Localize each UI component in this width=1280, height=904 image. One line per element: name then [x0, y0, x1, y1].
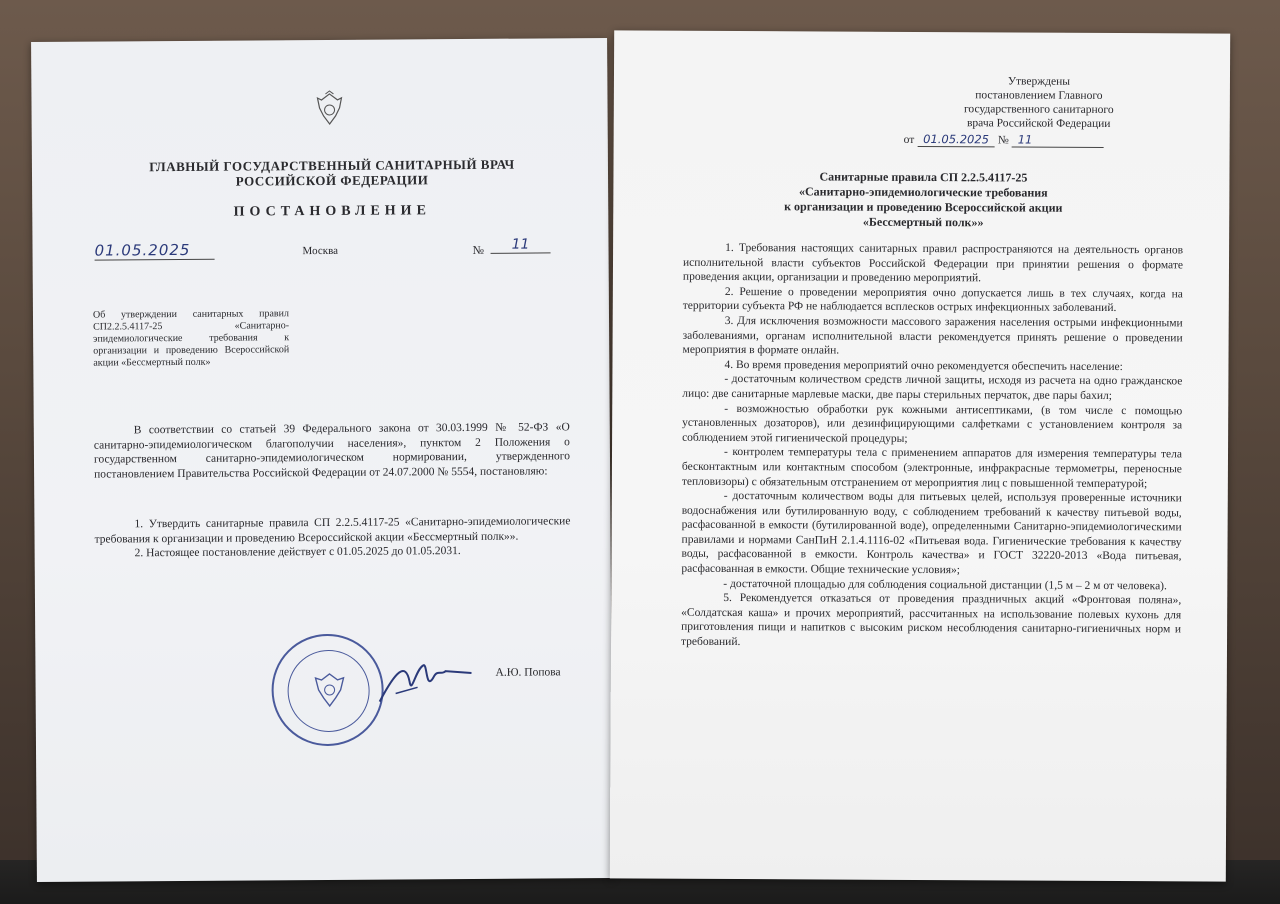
org-title-line-1: ГЛАВНЫЙ ГОСУДАРСТВЕННЫЙ САНИТАРНЫЙ ВРАЧ [149, 156, 515, 175]
approval-line: государственного санитарного [963, 103, 1114, 117]
resolution-subject: Об утверждении санитарных правил СП2.2.5.4117-25 «Санитарно-эпидемиологические требования к организации и проведению Всероссийской акции «Бессмертный полк» [92, 308, 290, 369]
approval-line: врача Российской Федерации [966, 117, 1111, 130]
rules-paragraph: 2. Решение о проведении мероприятия очно допускается лишь в тех случаях, когда на территории субъекта РФ не наблюдается всплесков острых инфекционных заболеваний. [682, 285, 1183, 315]
preamble [94, 420, 570, 481]
rules-title-line: к организации и проведению Всероссийской акции [784, 199, 1063, 215]
approval-line: постановлением Главного [975, 89, 1103, 102]
rules-paragraph: - достаточной площадью для соблюдения социальной дистанции (1,5 м – 2 м от человека). [723, 577, 1167, 592]
rules-title-line: «Санитарно-эпидемиологические требования [799, 184, 1048, 200]
resolution-item: 1. Утвердить санитарные правила СП 2.2.5.4117-25 «Санитарно-эпидемиологические требования к организации и проведению Всероссийской акции «Бессмертный полк»». [94, 515, 571, 546]
approval-date: 01.05.2025 [917, 132, 995, 147]
rules-paragraph: 3. Для исключения возможности массового заражения населения острыми инфекционными заболеваниями, органам исполнительной власти рекомендуется принять решение о проведении мероприятия в формате онлайн. [682, 314, 1183, 357]
rules-paragraph: 5. Рекомендуется отказаться от проведения праздничных акций «Фронтовая поляна», «Солдатская каша» и прочих мероприятий, рассчитанных на использование полевых кухонь для приготовления пищи и напитков с высоким риском несоблюдения санитарно-гигиеничных норм и требований. [680, 592, 1182, 649]
seal-eagle-icon [309, 670, 349, 710]
rules-page [610, 30, 1230, 881]
rules-paragraph: 1. Требования настоящих санитарных правил распространяются на деятельность органов исполнительной власти субъектов Российской Федерации при принятии решения о формате проведения акции, организации и проведению мероприятий. [682, 241, 1184, 285]
number-label: № [472, 242, 485, 257]
resolution-item: 2. Настоящее постановление действует с 01.05.2025 до 01.05.2031. [134, 545, 461, 560]
approval-date-line [904, 132, 1164, 148]
resolution-date: 01.05.2025 [94, 241, 214, 261]
org-title [92, 156, 572, 189]
approval-line: Утверждены [1007, 75, 1071, 88]
preamble-text: В соответствии со статьей 39 Федерального закона от 30.03.1999 № 52-ФЗ «О санитарно-эпидемиологическом благополучии населения», пунктом 2 Положения о государственном санитарно-эпидемиологическом нормировании, утвержденного постановлением Правительства Российской Федерации от 24.07.2000 № 5554, постановляю: [93, 421, 571, 481]
approval-number-label: № [997, 134, 1009, 147]
rules-title [723, 169, 1123, 231]
rules-body [681, 241, 1183, 652]
signer-name: А.Ю. Попова [495, 666, 561, 679]
rules-paragraph: - достаточным количеством воды для питьевых целей, используя проверенные источники водоснабжения или бутилированную воду, с соблюдением требований к качеству питьевой воды, расфасованной в емкости (бутилированной воде), определенными Санитарно-эпидемиологическими правилами и нормами СанПиН 2.1.4.1116-02 «Питьевая вода. Гигиенические требования к качеству воды, расфасованной в емкости. Контроль качества» и ГОСТ 32220-2013 «Вода питьевая, расфасованная в емкости. Общие технические условия»; [681, 490, 1182, 577]
resolution-page [31, 38, 613, 882]
rules-paragraph: 4. Во время проведения мероприятий очно рекомендуется обеспечить население: [724, 358, 1123, 373]
coat-of-arms-icon [311, 90, 347, 130]
rules-paragraph: - контролем температуры тела с применением аппаратов для измерения температуры тела бесконтактным или контактным способом (электронные, инфракрасные термометры, переносные тепловизоры) с обязательным отстранением от мероприятия лиц с повышенной температурой; [681, 446, 1183, 490]
approval-number: 11 [1012, 132, 1104, 147]
resolution-number: 11 [490, 236, 550, 253]
state-seal-icon [271, 634, 384, 747]
rules-title-line: «Бессмертный полк»» [862, 214, 984, 230]
org-title-line-2: РОССИЙСКОЙ ФЕДЕРАЦИИ [235, 172, 429, 189]
city: Москва [302, 244, 339, 258]
rules-paragraph: - возможностью обработки рук кожными антисептиками, (в том числе с помощью установленных дозаторов), или дезинфицирующими салфетками с установлением контроля за соблюдением этой гигиенической процедуры; [682, 402, 1183, 445]
resolution-items [94, 514, 570, 561]
rules-paragraph: - достаточным количеством средств личной защиты, исходя из расчета на одно гражданское лицо: две санитарные марлевые маски, две пары стерильных перчаток, две пары бахил; [682, 373, 1183, 402]
approval-from: от [903, 133, 915, 146]
doc-type: ПОСТАНОВЛЕНИЕ [233, 203, 431, 220]
rules-title-line: Санитарные правила СП 2.2.5.4117-25 [819, 169, 1028, 185]
signature-icon [375, 651, 475, 712]
approval-block [944, 74, 1134, 131]
